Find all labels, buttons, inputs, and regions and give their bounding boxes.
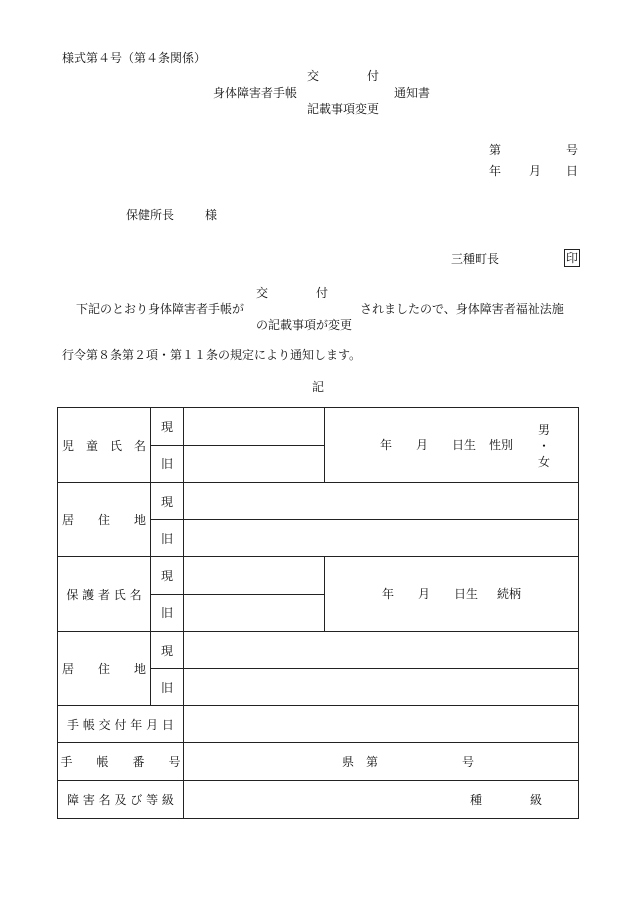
child-name-row-current (58, 408, 579, 446)
child-birth-date: 年 月 日生 (380, 438, 477, 452)
issue-date-field[interactable] (184, 706, 579, 743)
title-option-change: 記載事項変更 (307, 102, 380, 116)
guardian-birth-date: 年 月 日生 (382, 587, 479, 601)
body-line1-suffix: されましたので、身体障害者福祉法施 (360, 302, 564, 316)
issue-date-label: 手 帳 交 付 年 月 日 (58, 706, 184, 743)
body-option-issue: 交 付 (256, 286, 329, 300)
body-option-change: の記載事項が変更 (256, 318, 353, 332)
body-line1-prefix: 下記のとおり身体障害者手帳が (76, 302, 245, 316)
disability-field[interactable] (184, 781, 579, 819)
title-suffix: 通知書 (394, 86, 431, 100)
handbook-number-row (58, 743, 579, 781)
sex-separator: ・ (538, 439, 551, 453)
disability-row (58, 781, 579, 819)
current-mark: 現 (151, 557, 184, 595)
disability-label: 障 害 名 及 び 等 級 (58, 781, 184, 819)
handbook-number-label: 手 帳 番 号 (58, 743, 184, 781)
grade-value: 種 級 (470, 793, 543, 807)
guardian-residence-former-field[interactable] (184, 669, 579, 706)
current-mark: 現 (151, 483, 184, 520)
sender-name: 三種町長 (451, 252, 500, 266)
child-residence-former-field[interactable] (184, 520, 579, 557)
child-name-current-field[interactable] (184, 408, 325, 446)
child-name-label: 児 童 氏 名 (58, 408, 151, 483)
notice-table (57, 407, 579, 819)
number-dai: 第 (489, 143, 502, 157)
issue-date-row (58, 706, 579, 743)
child-residence-current-field[interactable] (184, 483, 579, 520)
child-birth-sex-cell (325, 408, 579, 483)
seal-mark: 印 (565, 251, 578, 265)
former-mark: 旧 (151, 669, 184, 706)
title-option-issue: 交 付 (307, 69, 380, 83)
handbook-number-field[interactable] (184, 743, 579, 781)
guardian-name-row-current (58, 557, 579, 595)
form-number: 様式第４号（第４条関係） (62, 51, 207, 65)
ki-heading: 記 (312, 380, 325, 394)
guardian-birth-relation-cell (325, 557, 579, 632)
guardian-name-current-field[interactable] (184, 557, 325, 595)
former-mark: 旧 (151, 445, 184, 483)
current-mark: 現 (151, 632, 184, 669)
relation-label: 続柄 (497, 587, 522, 601)
guardian-name-label: 保 護 者 氏 名 (58, 557, 151, 632)
number-go: 号 (566, 143, 579, 157)
addressee-name: 保健所長 (126, 208, 175, 222)
guardian-residence-label: 居 住 地 (58, 632, 151, 706)
former-mark: 旧 (151, 594, 184, 632)
addressee-honorific: 様 (205, 208, 218, 222)
child-name-former-field[interactable] (184, 445, 325, 483)
child-residence-row-current (58, 483, 579, 520)
body-line2: 行令第８条第２項・第１１条の規定により通知します。 (62, 348, 362, 362)
current-mark: 現 (151, 408, 184, 446)
guardian-residence-current-field[interactable] (184, 632, 579, 669)
guardian-name-former-field[interactable] (184, 594, 325, 632)
former-mark: 旧 (151, 520, 184, 557)
title-prefix: 身体障害者手帳 (213, 86, 298, 100)
date-month: 月 (529, 164, 542, 178)
child-residence-label: 居 住 地 (58, 483, 151, 557)
sex-male: 男 (538, 423, 551, 437)
handbook-number-value: 県 第 号 (342, 755, 475, 769)
date-day: 日 (566, 164, 579, 178)
date-year: 年 (489, 164, 502, 178)
guardian-residence-row-current (58, 632, 579, 669)
sex-label: 性別 (489, 438, 514, 452)
sex-female: 女 (538, 455, 551, 469)
